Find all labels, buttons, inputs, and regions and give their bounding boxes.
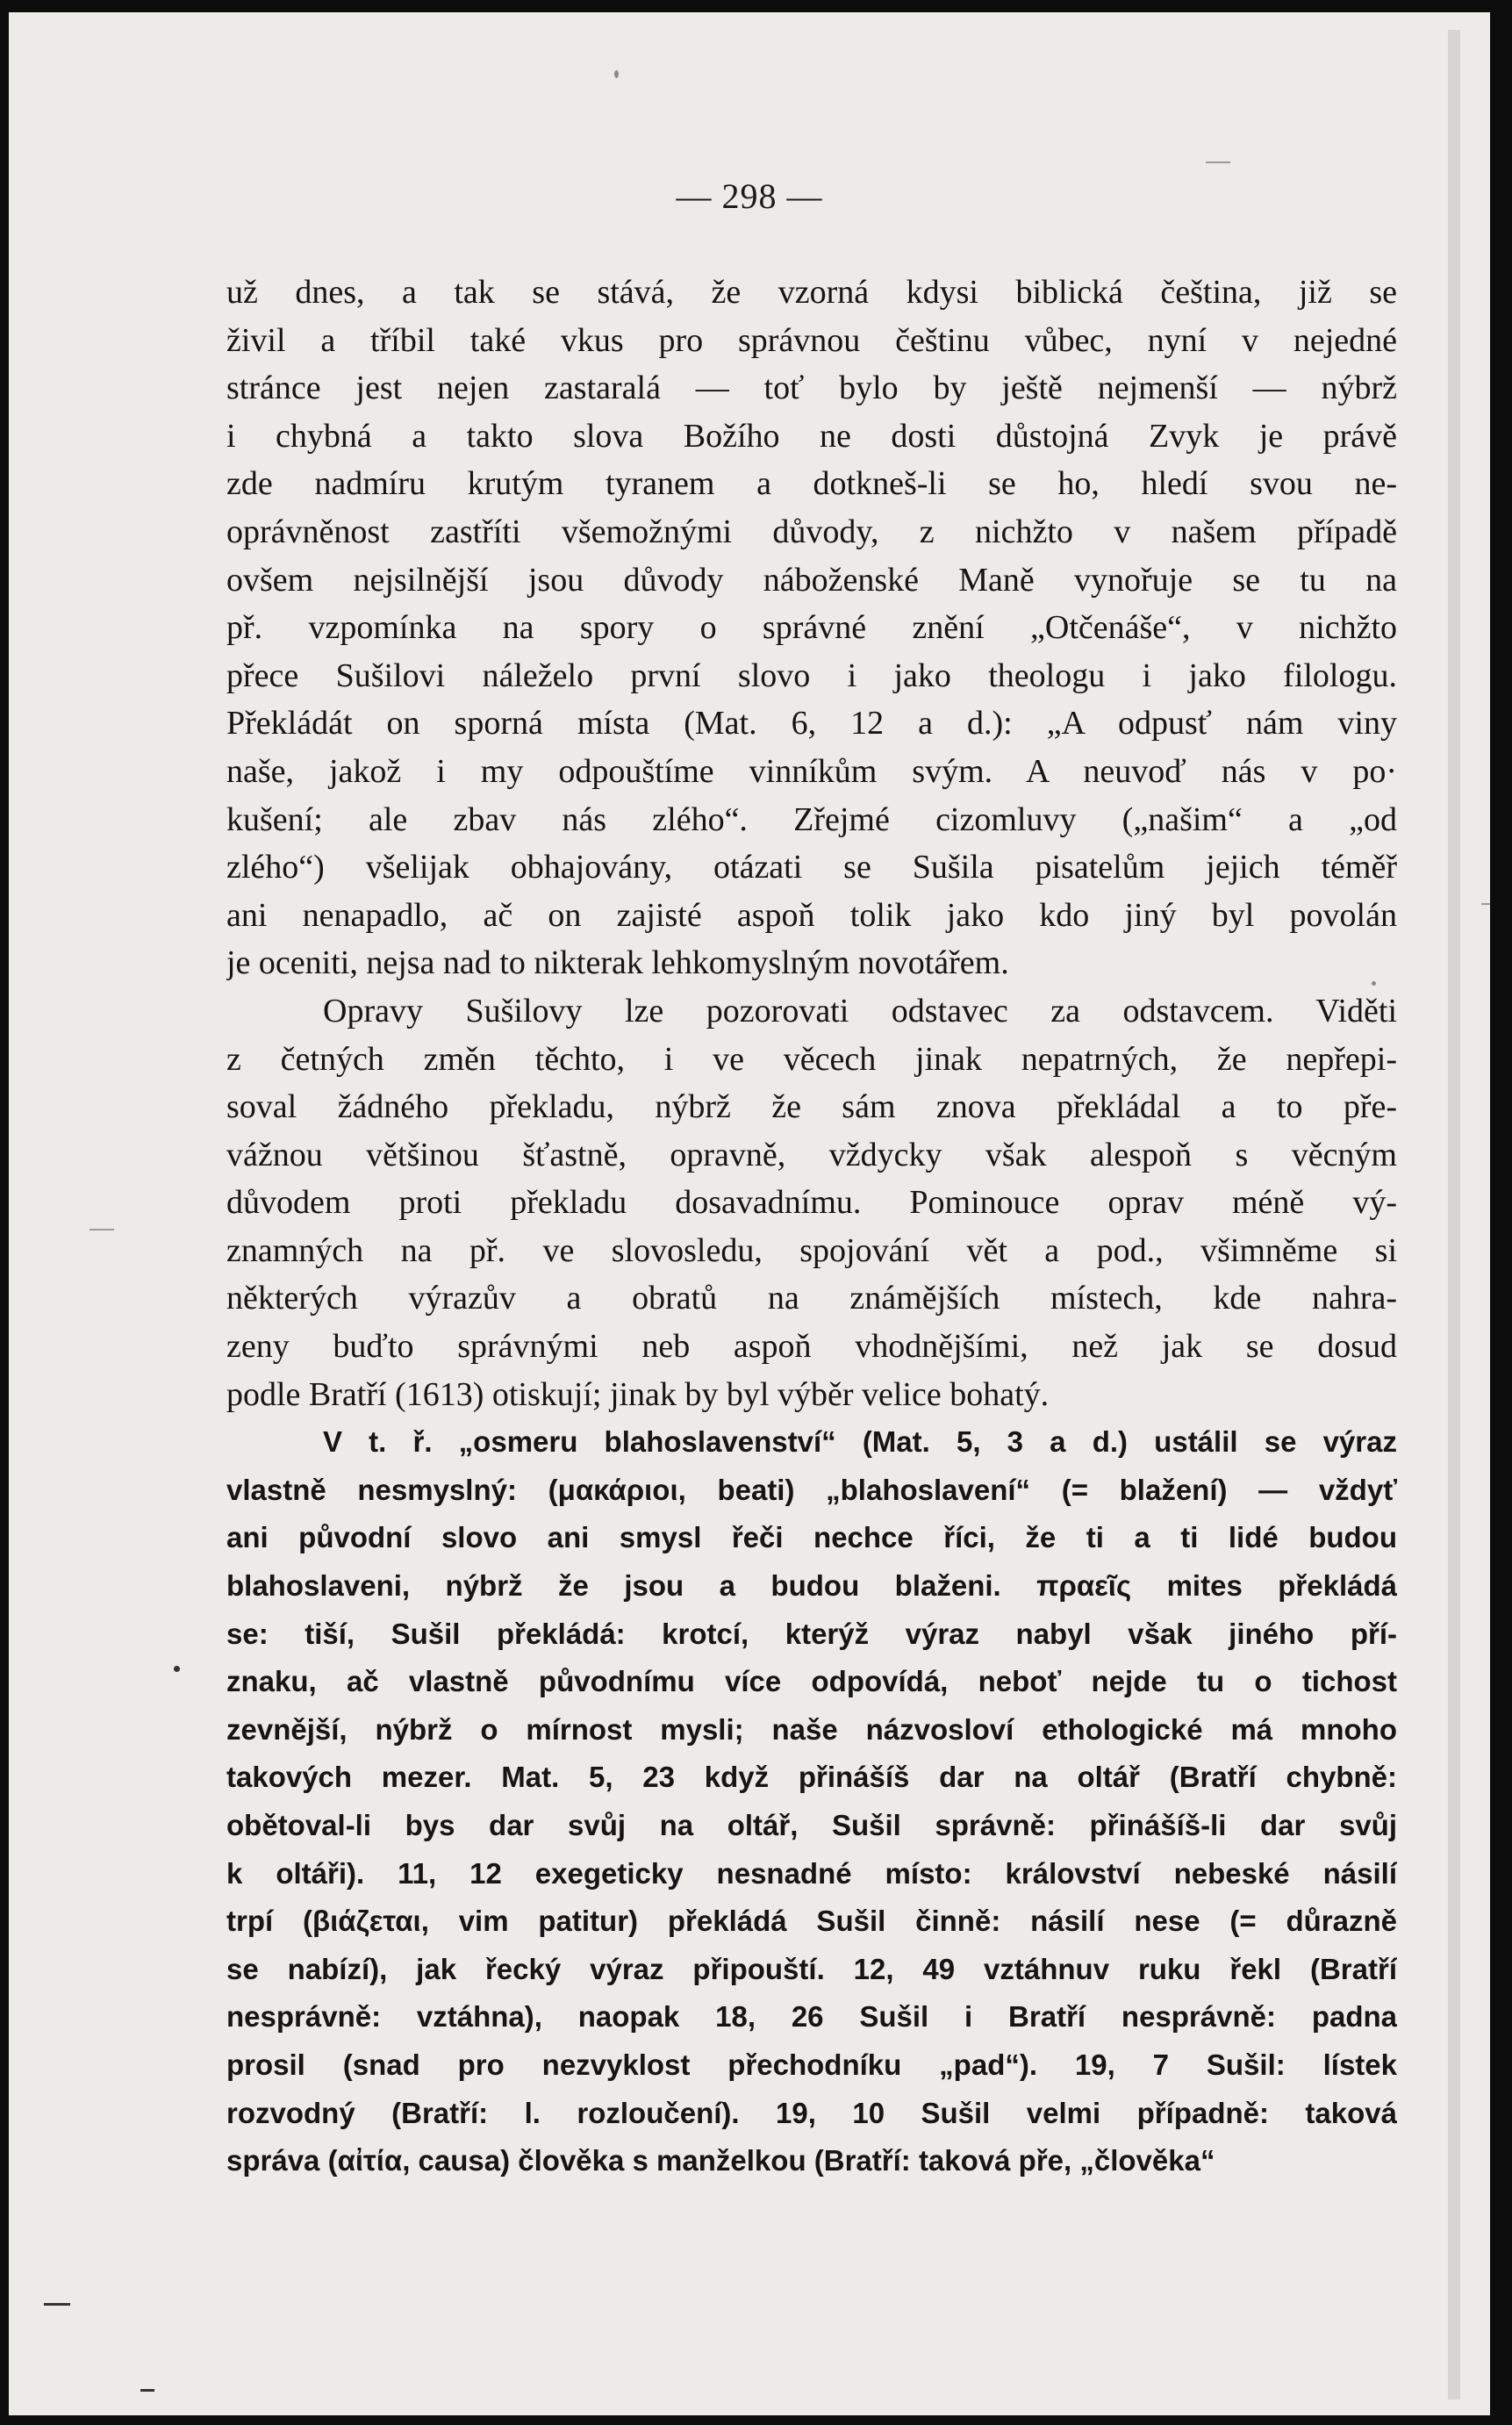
scan-mark bbox=[1206, 161, 1230, 163]
text-line: znaku, ač vlastně původnímu více odpovídá, neboť nejde tu o tichost bbox=[226, 1665, 1397, 1698]
paper-speck bbox=[614, 70, 619, 78]
text-line: nesprávně: vztáhna), naopak 18, 26 Sušil i Bratří nesprávně: padna bbox=[226, 2000, 1397, 2034]
text-line: vážnou většinou šťastně, opravně, vždycky však alespoň s věcným bbox=[226, 1136, 1397, 1173]
text-line: oprávněnost zastříti všemožnými důvody, z nichžto v našem případě bbox=[226, 513, 1397, 550]
text-line: správa (αἰτία, causa) člověka s manželkou (Bratří: taková pře, „člověka“ bbox=[226, 2144, 1215, 2177]
text-line: soval žádného překladu, nýbrž že sám znova překládal a to pře- bbox=[226, 1088, 1397, 1126]
text-line: prosil (snad pro nezvyklost přechodníku „pad“). 19, 7 Sušil: lístek bbox=[226, 2048, 1397, 2081]
text-line: kušení; ale zbav nás zlého“. Zřejmé cizomluvy („našim“ a „od bbox=[226, 800, 1397, 838]
paper-speck bbox=[174, 1666, 180, 1672]
page-number: — 298 — bbox=[676, 176, 823, 216]
text-line: blahoslaveni, nýbrž že jsou a budou blaženi. πραεῖς mites překládá bbox=[226, 1569, 1397, 1603]
body-text bbox=[226, 269, 1397, 2185]
page-edge-shadow bbox=[1448, 30, 1460, 2400]
text-line: je oceniti, nejsa nad to nikterak lehkomyslným novotářem. bbox=[226, 944, 1009, 982]
text-line: zde nadmíru krutým tyranem a dotkneš-li se ho, hledí svou ne- bbox=[226, 465, 1397, 503]
text-line: naše, jakož i my odpouštíme vinníkům svým. A neuvoď nás v po· bbox=[226, 752, 1397, 790]
text-line: některých výrazův a obratů na známějších místech, kde nahra- bbox=[226, 1280, 1397, 1317]
text-line: podle Bratří (1613) otiskují; jinak by byl výběr velice bohatý. bbox=[226, 1375, 1050, 1413]
text-line: se: tiší, Sušil překládá: krotcí, kterýž výraz nabyl však jiného pří- bbox=[226, 1617, 1397, 1650]
text-line: zeny buďto správnými neb aspoň vhodnějšími, než jak se dosud bbox=[226, 1328, 1397, 1366]
scan-mark bbox=[90, 1229, 114, 1230]
paragraph-start: V t. ř. „osmeru blahoslavenství“ (Mat. 5, 3 a d.) ustálil se výraz bbox=[323, 1425, 1397, 1459]
text-line: př. vzpomínka na spory o správné znění „Otčenáše“, v nichžto bbox=[226, 609, 1397, 647]
text-line: obětoval-li bys dar svůj na oltář, Sušil správně: přinášíš-li dar svůj bbox=[226, 1809, 1397, 1841]
text-line: z četných změn těchto, i ve věcech jinak nepatrných, že nepřepi- bbox=[226, 1040, 1397, 1078]
text-line: ani nenapadlo, ač on zajisté aspoň tolik jako kdo jiný byl povolán bbox=[226, 896, 1397, 934]
text-line: důvodem proti překladu dosavadnímu. Pominouce oprav méně vý- bbox=[226, 1184, 1397, 1222]
text-line: zlého“) všelijak obhajovány, otázati se Sušila pisatelům jejich téměř bbox=[226, 849, 1397, 886]
text-line: Překládát on sporná místa (Mat. 6, 12 a d.): „A odpusť nám viny bbox=[226, 705, 1397, 743]
text-line: i chybná a takto slova Božího ne dosti důstojná Zvyk je právě bbox=[226, 417, 1397, 455]
text-line: se nabízí), jak řecký výraz připouští. 12, 49 vztáhnuv ruku řekl (Bratří bbox=[226, 1952, 1397, 1985]
scan-mark bbox=[140, 2389, 154, 2392]
text-line: takových mezer. Mat. 5, 23 když přinášíš dar na oltář (Bratří chybně: bbox=[226, 1761, 1397, 1794]
paper-speck bbox=[1372, 981, 1376, 986]
text-line: trpí (βιάζεται, vim patitur) překládá Sušil činně: násilí nese (= důrazně bbox=[226, 1905, 1397, 1938]
text-line: k oltáři). 11, 12 exegeticky nesnadné místo: království nebeské násilí bbox=[226, 1856, 1397, 1890]
text-line: ovšem nejsilnější jsou důvody náboženské Maně vynořuje se tu na bbox=[226, 561, 1397, 599]
scan-mark bbox=[44, 2303, 70, 2306]
scan-mark bbox=[1481, 903, 1490, 905]
text-line: ani původní slovo ani smysl řeči nechce říci, že ti a ti lidé budou bbox=[226, 1521, 1397, 1554]
text-line: už dnes, a tak se stává, že vzorná kdysi biblická čeština, již se bbox=[226, 274, 1397, 311]
paragraph-start: Opravy Sušilovy lze pozorovati odstavec za odstavcem. Viděti bbox=[323, 992, 1397, 1030]
text-line: rozvodný (Bratří: l. rozloučení). 19, 10 Sušil velmi případně: taková bbox=[226, 2096, 1397, 2129]
text-line: zevnější, nýbrž o mírnost mysli; naše názvosloví ethologické má mnoho bbox=[226, 1712, 1397, 1746]
text-line: stránce jest nejen zastaralá — toť bylo by ještě nejmenší — nýbrž bbox=[226, 369, 1397, 407]
book-page bbox=[9, 12, 1490, 2415]
text-line: znamných na př. ve slovosledu, spojování vět a pod., všimněme si bbox=[226, 1231, 1397, 1269]
text-line: živil a tříbil také vkus pro správnou češtinu vůbec, nyní v nejedné bbox=[226, 321, 1397, 359]
text-line: přece Sušilovi náleželo první slovo i jako theologu i jako filologu. bbox=[226, 656, 1397, 694]
text-line: vlastně nesmyslný: (μακάριοι, beati) „blahoslavení“ (= blažení) — vždyť bbox=[226, 1473, 1397, 1506]
